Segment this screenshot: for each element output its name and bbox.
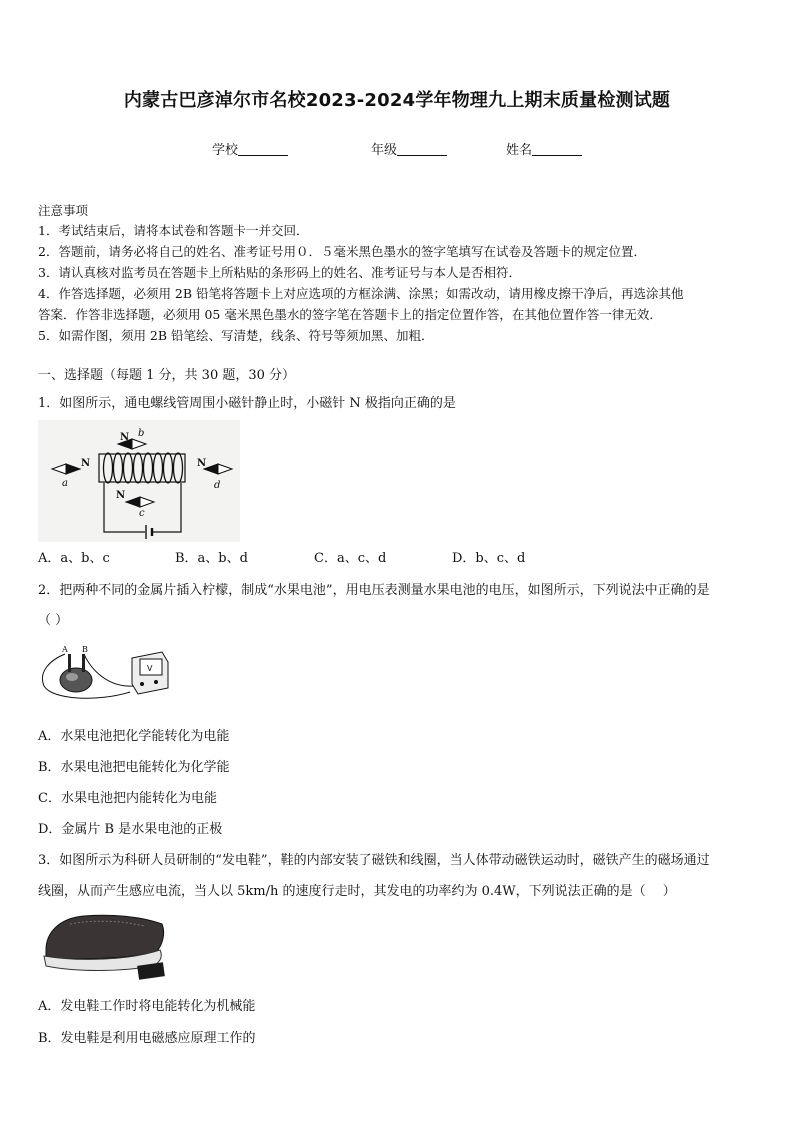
voltmeter-symbol: V <box>147 664 153 673</box>
grade-label: 年级 <box>371 143 398 158</box>
notice-item: 5．如需作图，须用 2B 铅笔绘、写清楚，线条、符号等须加黑、加粗． <box>38 328 434 343</box>
q1-option-b[interactable]: B．a、b、d <box>175 551 248 566</box>
q2-option-b[interactable]: B．水果电池把电能转化为化学能 <box>38 760 230 775</box>
question-3-stem-cont: 线圈，从而产生感应电流，当人以 5km/h 的速度行走时，其发电的功率约为 0.4W，下列说法正确的是（ ） <box>38 884 676 899</box>
electrode-b-label: B <box>82 645 88 654</box>
notice-item: 1．考试结束后，请将本试卷和答题卡一并交回． <box>38 223 309 238</box>
solenoid-compass-figure <box>38 420 240 542</box>
school-label: 学校 <box>212 143 239 158</box>
question-2-stem-cont: （ ） <box>38 613 69 628</box>
grade-field[interactable] <box>371 139 447 158</box>
q2-option-a[interactable]: A．水果电池把化学能转化为电能 <box>38 729 230 744</box>
label-n-a: N <box>81 458 91 469</box>
notice-heading: 注意事项 <box>38 203 89 218</box>
school-field[interactable] <box>212 139 288 158</box>
lemon <box>60 668 92 692</box>
name-label: 姓名 <box>506 143 533 158</box>
electrode-a <box>68 654 71 672</box>
lemon-highlight <box>66 673 78 681</box>
power-shoe-figure <box>40 910 168 984</box>
notice-item: 3．请认真核对监考员在答题卡上所粘贴的条形码上的姓名、准考证号与本人是否相符． <box>38 265 521 280</box>
voltmeter-terminal-2 <box>154 680 158 684</box>
fruit-battery-figure <box>38 642 172 704</box>
q1-option-a[interactable]: A．a、b、c <box>38 551 110 566</box>
q1-option-d[interactable]: D．b、c、d <box>452 551 526 566</box>
question-3-stem: 3．如图所示为科研人员研制的“发电鞋”，鞋的内部安装了磁铁和线圈，当人体带动磁铁运动时，磁铁产生的磁场通过 <box>38 853 710 868</box>
q2-option-d[interactable]: D．金属片 B 是水果电池的正极 <box>38 822 223 837</box>
question-2-stem: 2．把两种不同的金属片插入柠檬，制成“水果电池”，用电压表测量水果电池的电压，如图所示，下列说法中正确的是 <box>38 583 710 598</box>
label-n-d: N <box>197 458 207 469</box>
q3-option-b[interactable]: B．发电鞋是利用电磁感应原理工作的 <box>38 1031 256 1046</box>
shoe-upper <box>46 915 164 958</box>
name-field[interactable] <box>506 139 582 158</box>
electrode-a-label: A <box>62 645 68 654</box>
label-b: b <box>138 428 145 439</box>
notice-item: 2．答题前，请务必将自己的姓名、准考证号用０．５毫米黑色墨水的签字笔填写在试卷及答题卡的规定位置． <box>38 244 646 259</box>
label-n-b: N <box>120 432 130 443</box>
name-blank[interactable] <box>532 142 582 156</box>
label-a: a <box>62 478 68 489</box>
q3-option-a[interactable]: A．发电鞋工作时将电能转化为机械能 <box>38 999 256 1014</box>
question-1-stem: 1．如图所示，通电螺线管周围小磁针静止时，小磁针 N 极指向正确的是 <box>38 396 456 411</box>
label-c: c <box>139 508 145 519</box>
notice-item: 4．作答选择题，必须用 2B 铅笔将答题卡上对应选项的方框涂满、涂黑；如需改动，请用橡皮擦干净后，再选涂其他 <box>38 286 684 301</box>
electrode-b <box>82 654 85 672</box>
grade-blank[interactable] <box>397 142 447 156</box>
section-heading: 一、选择题（每题 1 分，共 30 题，30 分） <box>38 368 296 383</box>
notice-item: 答案．作答非选择题，必须用 05 毫米黑色墨水的签字笔在答题卡上的指定位置作答，在其他位置作答一律无效． <box>38 307 662 322</box>
school-blank[interactable] <box>238 142 288 156</box>
q1-option-c[interactable]: C．a、c、d <box>314 551 387 566</box>
student-info-row <box>0 139 794 161</box>
voltmeter-terminal-1 <box>140 682 144 686</box>
q2-option-c[interactable]: C．水果电池把内能转化为电能 <box>38 791 217 806</box>
label-n-c: N <box>116 490 126 501</box>
page-title: 内蒙古巴彦淖尔市名校2023-2024学年物理九上期末质量检测试题 <box>123 90 671 111</box>
label-d: d <box>214 480 221 491</box>
